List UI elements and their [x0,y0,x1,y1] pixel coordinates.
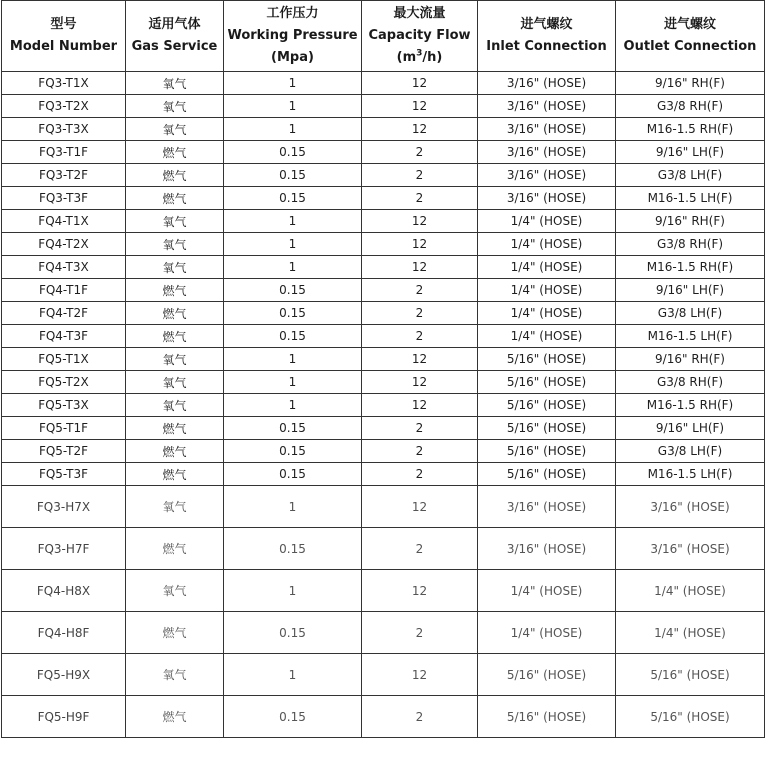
model-cell: FQ5-T2F [2,440,126,463]
flow-cell: 2 [362,279,478,302]
gas-cell: 氧气 [126,256,224,279]
outlet-cell: 3/16" (HOSE) [616,486,765,528]
table-body [2,72,765,738]
model-cell: FQ5-T3X [2,394,126,417]
outlet-cell: M16-1.5 LH(F) [616,187,765,210]
pressure-cell: 1 [224,486,362,528]
model-cell: FQ3-T3X [2,118,126,141]
outlet-cell: M16-1.5 RH(F) [616,118,765,141]
model-cell: FQ5-H9X [2,654,126,696]
table-row [2,164,765,187]
model-cell: FQ4-T1X [2,210,126,233]
gas-cell: 氧气 [126,570,224,612]
gas-cell: 燃气 [126,612,224,654]
gas-cell: 氧气 [126,394,224,417]
model-cell: FQ4-T2X [2,233,126,256]
inlet-cell: 1/4" (HOSE) [478,210,616,233]
gas-cell: 燃气 [126,187,224,210]
pressure-cell: 1 [224,233,362,256]
header-pressure-unit: (Mpa) [271,50,314,65]
flow-cell: 2 [362,528,478,570]
flow-cell: 12 [362,570,478,612]
pressure-cell: 1 [224,210,362,233]
model-cell: FQ5-T3F [2,463,126,486]
gas-cell: 氧气 [126,486,224,528]
table-row [2,696,765,738]
header-flow-en: Capacity Flow [368,28,471,43]
inlet-cell: 3/16" (HOSE) [478,141,616,164]
flow-cell: 12 [362,118,478,141]
table-row [2,654,765,696]
model-cell: FQ4-T2F [2,302,126,325]
header-inlet-en: Inlet Connection [486,39,607,54]
header-flow-unit [362,47,477,69]
table-row [2,394,765,417]
gas-cell: 燃气 [126,417,224,440]
pressure-cell: 1 [224,570,362,612]
flow-cell: 2 [362,325,478,348]
inlet-cell: 5/16" (HOSE) [478,371,616,394]
flow-cell: 2 [362,463,478,486]
header-pressure-zh: 工作压力 [266,6,319,21]
gas-cell: 燃气 [126,528,224,570]
pressure-cell: 1 [224,95,362,118]
flow-cell: 2 [362,302,478,325]
outlet-cell: 9/16" LH(F) [616,279,765,302]
pressure-cell: 1 [224,371,362,394]
gas-cell: 燃气 [126,325,224,348]
outlet-cell: 1/4" (HOSE) [616,612,765,654]
gas-cell: 氧气 [126,371,224,394]
inlet-cell: 1/4" (HOSE) [478,325,616,348]
model-cell: FQ3-T1F [2,141,126,164]
table-row [2,348,765,371]
model-cell: FQ5-H9F [2,696,126,738]
inlet-cell: 5/16" (HOSE) [478,440,616,463]
outlet-cell: 9/16" RH(F) [616,72,765,95]
pressure-cell: 0.15 [224,696,362,738]
flow-cell: 2 [362,417,478,440]
table-row [2,440,765,463]
flow-cell: 12 [362,72,478,95]
inlet-cell: 5/16" (HOSE) [478,394,616,417]
flow-cell: 2 [362,187,478,210]
model-cell: FQ3-T1X [2,72,126,95]
inlet-cell: 3/16" (HOSE) [478,118,616,141]
pressure-cell: 0.15 [224,141,362,164]
header-gas-zh: 适用气体 [148,17,201,32]
pressure-cell: 0.15 [224,463,362,486]
flow-cell: 2 [362,141,478,164]
flow-cell: 12 [362,210,478,233]
header-outlet [616,1,765,72]
model-cell: FQ5-T1F [2,417,126,440]
pressure-cell: 1 [224,256,362,279]
inlet-cell: 3/16" (HOSE) [478,187,616,210]
inlet-cell: 5/16" (HOSE) [478,654,616,696]
pressure-cell: 1 [224,654,362,696]
gas-cell: 氧气 [126,210,224,233]
table-row [2,233,765,256]
outlet-cell: 5/16" (HOSE) [616,654,765,696]
outlet-cell: G3/8 LH(F) [616,440,765,463]
gas-cell: 氧气 [126,233,224,256]
inlet-cell: 5/16" (HOSE) [478,417,616,440]
model-cell: FQ4-H8F [2,612,126,654]
model-cell: FQ5-T1X [2,348,126,371]
flow-cell: 12 [362,486,478,528]
outlet-cell: 1/4" (HOSE) [616,570,765,612]
pressure-cell: 1 [224,72,362,95]
model-cell: FQ3-H7X [2,486,126,528]
flow-cell: 12 [362,654,478,696]
table-header [2,1,765,72]
header-model-en: Model Number [9,39,118,54]
table-row [2,279,765,302]
table-row [2,325,765,348]
outlet-cell: M16-1.5 LH(F) [616,325,765,348]
gas-cell: 燃气 [126,279,224,302]
inlet-cell: 1/4" (HOSE) [478,233,616,256]
pressure-cell: 0.15 [224,417,362,440]
gas-cell: 燃气 [126,696,224,738]
pressure-cell: 0.15 [224,612,362,654]
table-row [2,72,765,95]
header-pressure-en: Working Pressure [227,28,358,43]
pressure-cell: 1 [224,118,362,141]
outlet-cell: M16-1.5 RH(F) [616,256,765,279]
header-flow-unit-pre: (m [396,50,417,65]
gas-cell: 燃气 [126,463,224,486]
table-row [2,486,765,528]
table-row [2,256,765,279]
inlet-cell: 3/16" (HOSE) [478,95,616,118]
table-row [2,371,765,394]
inlet-cell: 1/4" (HOSE) [478,256,616,279]
flow-cell: 2 [362,696,478,738]
model-cell: FQ4-T3X [2,256,126,279]
header-model [2,1,126,72]
outlet-cell: M16-1.5 RH(F) [616,394,765,417]
flow-cell: 12 [362,371,478,394]
pressure-cell: 0.15 [224,440,362,463]
table-row [2,570,765,612]
pressure-cell: 0.15 [224,302,362,325]
gas-cell: 氧气 [126,118,224,141]
header-flow-unit-post: /h) [422,50,443,65]
flow-cell: 12 [362,348,478,371]
table-row [2,210,765,233]
model-cell: FQ4-H8X [2,570,126,612]
outlet-cell: 9/16" RH(F) [616,348,765,371]
table-row [2,417,765,440]
outlet-cell: G3/8 RH(F) [616,371,765,394]
table-row [2,95,765,118]
inlet-cell: 1/4" (HOSE) [478,612,616,654]
header-flow-zh: 最大流量 [393,6,446,21]
gas-cell: 氧气 [126,72,224,95]
gas-cell: 燃气 [126,164,224,187]
gas-cell: 燃气 [126,141,224,164]
inlet-cell: 3/16" (HOSE) [478,486,616,528]
outlet-cell: 9/16" RH(F) [616,210,765,233]
header-outlet-en: Outlet Connection [623,39,757,54]
header-gas-en: Gas Service [131,39,218,54]
flow-cell: 12 [362,233,478,256]
gas-cell: 燃气 [126,302,224,325]
pressure-cell: 0.15 [224,187,362,210]
pressure-cell: 0.15 [224,325,362,348]
inlet-cell: 3/16" (HOSE) [478,164,616,187]
header-outlet-zh: 进气螺纹 [663,17,716,32]
outlet-cell: G3/8 RH(F) [616,233,765,256]
model-cell: FQ4-T1F [2,279,126,302]
table-row [2,463,765,486]
pressure-cell: 0.15 [224,164,362,187]
table-row [2,302,765,325]
gas-cell: 氧气 [126,654,224,696]
outlet-cell: G3/8 LH(F) [616,164,765,187]
header-inlet-zh: 进气螺纹 [520,17,573,32]
pressure-cell: 0.15 [224,279,362,302]
flow-cell: 12 [362,256,478,279]
header-model-zh: 型号 [50,17,77,32]
flow-cell: 2 [362,612,478,654]
inlet-cell: 5/16" (HOSE) [478,348,616,371]
pressure-cell: 1 [224,394,362,417]
header-flow-unit-sup: 3 [416,48,423,59]
model-cell: FQ3-H7F [2,528,126,570]
inlet-cell: 1/4" (HOSE) [478,570,616,612]
header-flow [362,1,478,72]
model-cell: FQ3-T3F [2,187,126,210]
model-cell: FQ5-T2X [2,371,126,394]
flow-cell: 2 [362,164,478,187]
table-row [2,187,765,210]
outlet-cell: G3/8 LH(F) [616,302,765,325]
header-gas [126,1,224,72]
header-pressure [224,1,362,72]
gas-cell: 氧气 [126,95,224,118]
inlet-cell: 3/16" (HOSE) [478,72,616,95]
outlet-cell: M16-1.5 LH(F) [616,463,765,486]
table-row [2,118,765,141]
flow-cell: 2 [362,440,478,463]
table-row [2,528,765,570]
inlet-cell: 5/16" (HOSE) [478,463,616,486]
gas-cell: 燃气 [126,440,224,463]
gas-cell: 氧气 [126,348,224,371]
model-cell: FQ3-T2F [2,164,126,187]
header-row [2,1,765,72]
table-row [2,141,765,164]
pressure-cell: 1 [224,348,362,371]
inlet-cell: 3/16" (HOSE) [478,528,616,570]
header-inlet [478,1,616,72]
inlet-cell: 1/4" (HOSE) [478,279,616,302]
outlet-cell: 9/16" LH(F) [616,141,765,164]
outlet-cell: G3/8 RH(F) [616,95,765,118]
outlet-cell: 9/16" LH(F) [616,417,765,440]
outlet-cell: 3/16" (HOSE) [616,528,765,570]
flow-cell: 12 [362,394,478,417]
model-cell: FQ4-T3F [2,325,126,348]
model-cell: FQ3-T2X [2,95,126,118]
flow-cell: 12 [362,95,478,118]
inlet-cell: 5/16" (HOSE) [478,696,616,738]
table-row [2,612,765,654]
inlet-cell: 1/4" (HOSE) [478,302,616,325]
pressure-cell: 0.15 [224,528,362,570]
outlet-cell: 5/16" (HOSE) [616,696,765,738]
spec-table [1,0,765,738]
